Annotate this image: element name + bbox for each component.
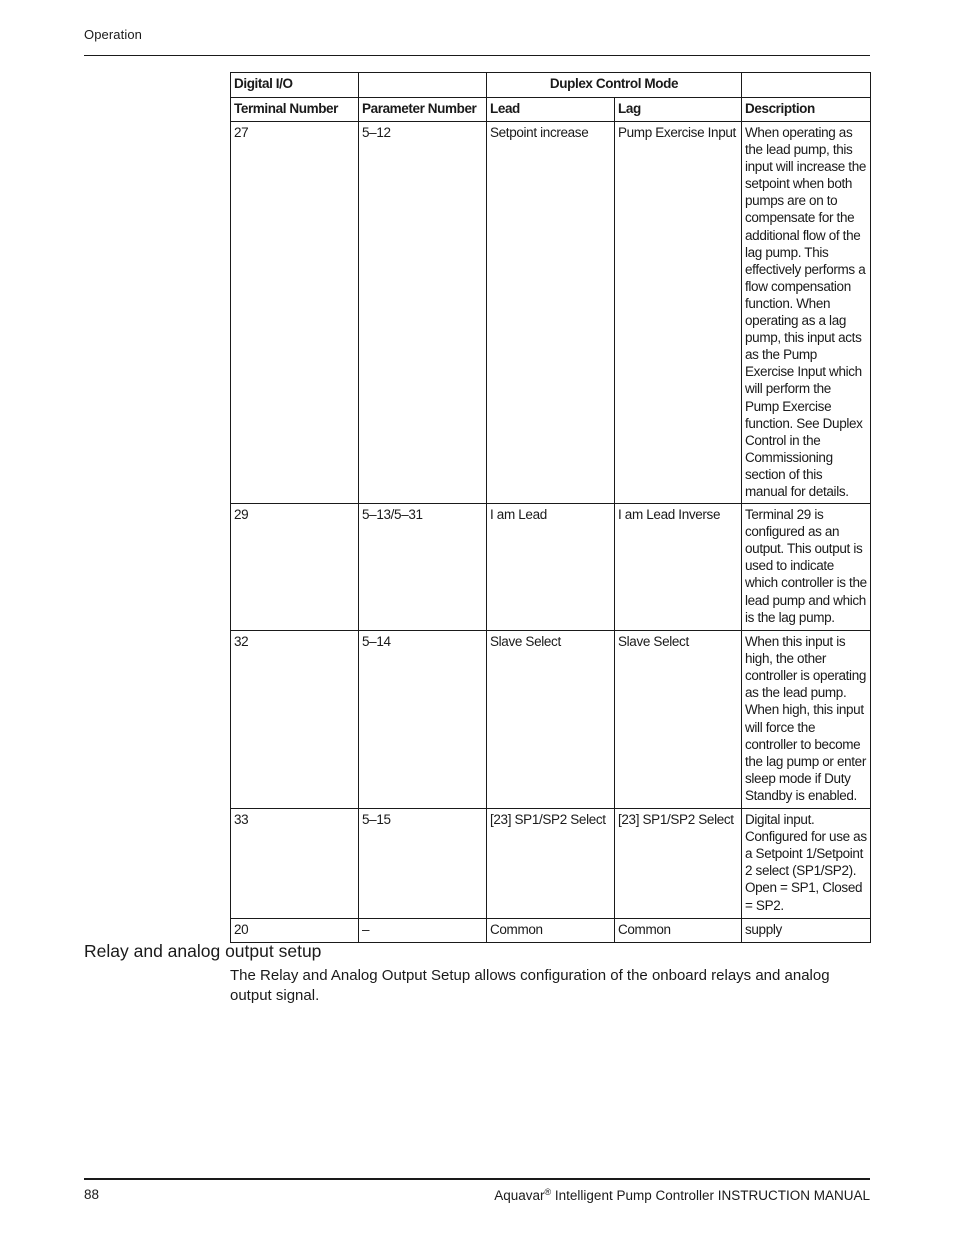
parameter-cell: – <box>359 919 487 943</box>
description-cell: When this input is high, the other controller is operating as the lead pump. When high, this input will force the controller to become the lag pump or enter sleep mode if Duty Standby is enabled. <box>742 631 871 809</box>
parameter-cell: 5–14 <box>359 631 487 809</box>
terminal-cell: 29 <box>231 504 359 631</box>
description-cell: Terminal 29 is configured as an output. This output is used to indicate which controller is the lead pump and which is the lag pump. <box>742 504 871 631</box>
table-row <box>231 809 871 919</box>
lead-cell: Slave Select <box>487 631 615 809</box>
document-title-brand: Aquavar <box>494 1188 545 1203</box>
table-header-row-columns <box>231 98 871 122</box>
terminal-cell: 33 <box>231 809 359 919</box>
table-row <box>231 504 871 631</box>
lag-cell: I am Lead Inverse <box>615 504 742 631</box>
description-cell: When operating as the lead pump, this input will increase the setpoint when both pumps are on to compensate for the additional flow of the lag pump. This effectively performs a flow compensation function. When operating as a lag pump, this input acts as the Pump Exercise Input which will perform the Pump Exercise function. See Duplex Control in the Commissioning section of this manual for details. <box>742 122 871 504</box>
digital-io-table <box>230 72 871 943</box>
table-row <box>231 631 871 809</box>
footer-rule <box>84 1178 870 1180</box>
header-rule <box>84 55 870 56</box>
lead-cell: [23] SP1/SP2 Select <box>487 809 615 919</box>
lag-cell: Common <box>615 919 742 943</box>
header-blank <box>742 73 871 98</box>
terminal-cell: 27 <box>231 122 359 504</box>
document-title-rest: Intelligent Pump Controller INSTRUCTION MANUAL <box>551 1188 870 1203</box>
header-duplex-control-mode: Duplex Control Mode <box>487 73 742 98</box>
table-row <box>231 919 871 943</box>
column-header-description: Description <box>742 98 871 122</box>
lead-cell: Setpoint increase <box>487 122 615 504</box>
column-header-lag: Lag <box>615 98 742 122</box>
document-title <box>494 1187 870 1203</box>
registered-mark: ® <box>544 1187 552 1197</box>
section-body-text: The Relay and Analog Output Setup allows configuration of the onboard relays and analog output signal. <box>230 967 830 1004</box>
column-header-lead: Lead <box>487 98 615 122</box>
terminal-cell: 32 <box>231 631 359 809</box>
parameter-cell: 5–12 <box>359 122 487 504</box>
lag-cell: Pump Exercise Input <box>615 122 742 504</box>
header-digital-io: Digital I/O <box>231 73 359 98</box>
lag-cell: Slave Select <box>615 631 742 809</box>
description-cell: Digital input. Configured for use as a Setpoint 1/Setpoint 2 select (SP1/SP2). Open = SP1, Closed = SP2. <box>742 809 871 919</box>
parameter-cell: 5–15 <box>359 809 487 919</box>
description-cell: supply <box>742 919 871 943</box>
parameter-cell: 5–13/5–31 <box>359 504 487 631</box>
lag-cell: [23] SP1/SP2 Select <box>615 809 742 919</box>
table-row <box>231 122 871 504</box>
terminal-cell: 20 <box>231 919 359 943</box>
section-heading: Relay and analog output setup <box>84 941 322 961</box>
column-header-terminal-number: Terminal Number <box>231 98 359 122</box>
column-header-parameter-number: Parameter Number <box>359 98 487 122</box>
running-head: Operation <box>84 27 142 42</box>
table-header-row-group <box>231 73 871 98</box>
page-number: 88 <box>84 1187 100 1202</box>
lead-cell: Common <box>487 919 615 943</box>
header-blank <box>359 73 487 98</box>
lead-cell: I am Lead <box>487 504 615 631</box>
